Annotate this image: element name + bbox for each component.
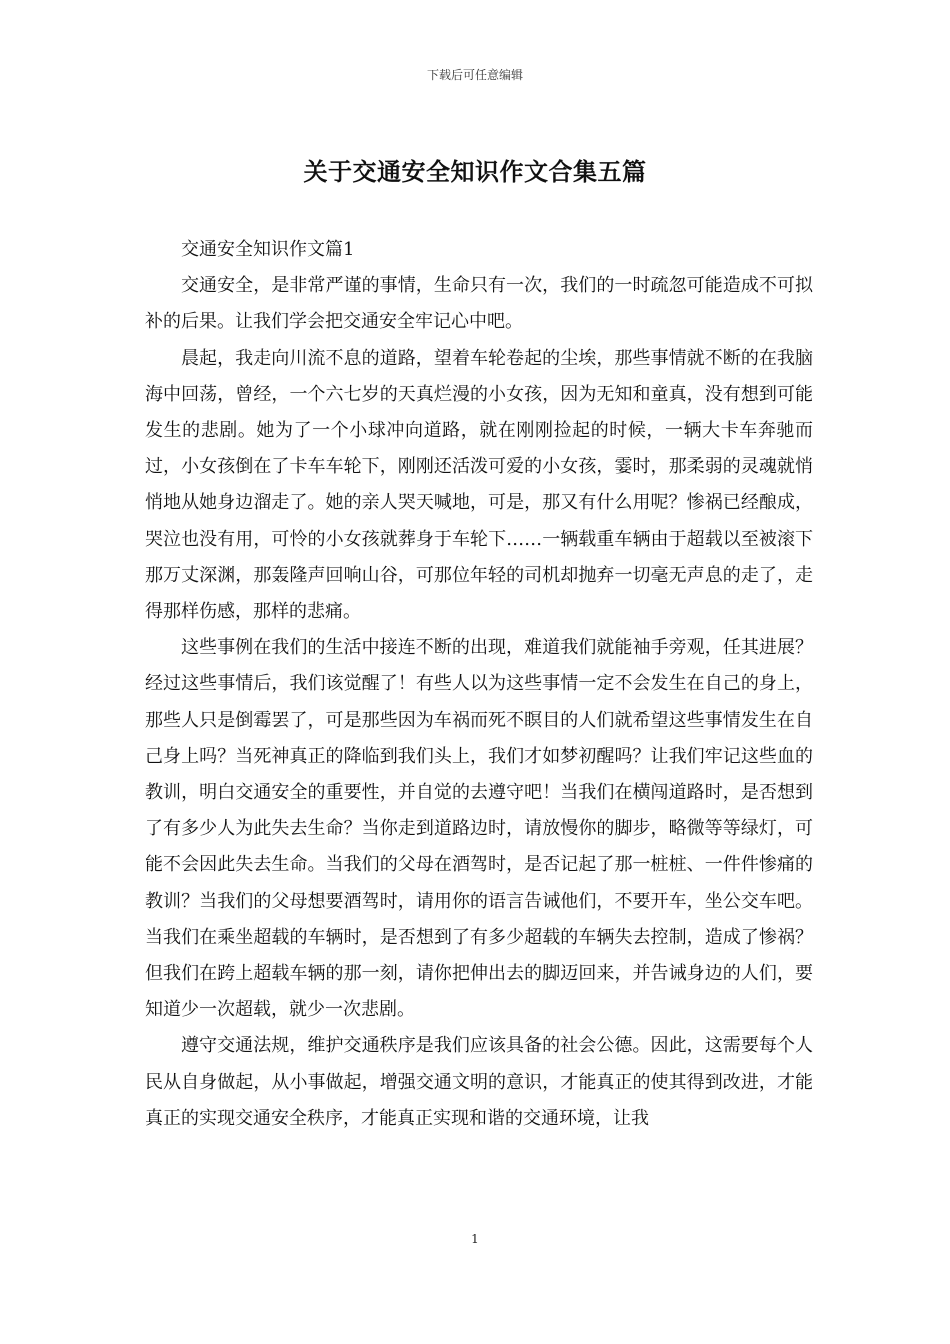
paragraph-1: 交通安全，是非常严谨的事情，生命只有一次，我们的一时疏忽可能造成不可拟补的后果。让我们学会把交通安全牢记心中吧。 xyxy=(145,275,813,333)
paragraph-4: 遵守交通法规，维护交通秩序是我们应该具备的社会公德。因此，这需要每个人民从自身做起，从小事做起，增强交通文明的意识，才能真正的使其得到改进，才能真正的实现交通安全秩序，才能真正实现和谐的交通环境，让我 xyxy=(145,1035,813,1129)
paragraph-2: 晨起，我走向川流不息的道路，望着车轮卷起的尘埃，那些事情就不断的在我脑海中回荡，曾经，一个六七岁的天真烂漫的小女孩，因为无知和童真，没有想到可能发生的悲剧。她为了一个小球冲向道路，就在刚刚捡起的时候，一辆大卡车奔驰而过，小女孩倒在了卡车车轮下，刚刚还活泼可爱的小女孩，霎时，那柔弱的灵魂就悄悄地从她身边溜走了。她的亲人哭天喊地，可是，那又有什么用呢？惨祸已经酿成，哭泣也没有用，可怜的小女孩就葬身于车轮下……一辆载重车辆由于超载以至被滚下那万丈深渊，那轰隆声回响山谷，可那位年轻的司机却抛弃一切毫无声息的走了，走得那样伤感，那样的悲痛。 xyxy=(145,347,813,623)
page-header-note: 下载后可任意编辑 xyxy=(426,68,523,82)
document-title: 关于交通安全知识作文合集五篇 xyxy=(303,157,647,186)
page-number: 1 xyxy=(471,1232,479,1246)
paragraph-3: 这些事例在我们的生活中接连不断的出现，难道我们就能袖手旁观，任其进展？经过这些事情后，我们该觉醒了！有些人以为这些事情一定不会发生在自己的身上，那些人只是倒霉罢了，可是那些因为车祸而死不瞑目的人们就希望这些事情发生在自己身上吗？当死神真正的降临到我们头上，我们才如梦初醒吗？让我们牢记这些血的教训，明白交通安全的重要性，并自觉的去遵守吧！当我们在横闯道路时，是否想到了有多少人为此失去生命？当你走到道路边时，请放慢你的脚步，略微等等绿灯，可能不会因此失去生命。当我们的父母在酒驾时，是否记起了那一桩桩、一件件惨痛的教训？当我们的父母想要酒驾时，请用你的语言告诫他们，不要开车，坐公交车吧。当我们在乘坐超载的车辆时，是否想到了有多少超载的车辆失去控制，造成了惨祸？但我们在跨上超载车辆的那一刻，请你把伸出去的脚迈回来，并告诫身边的人们，要知道少一次超载，就少一次悲剧。 xyxy=(145,637,813,1021)
document-body xyxy=(145,232,813,1137)
section-heading: 交通安全知识作文篇1 xyxy=(181,239,355,260)
